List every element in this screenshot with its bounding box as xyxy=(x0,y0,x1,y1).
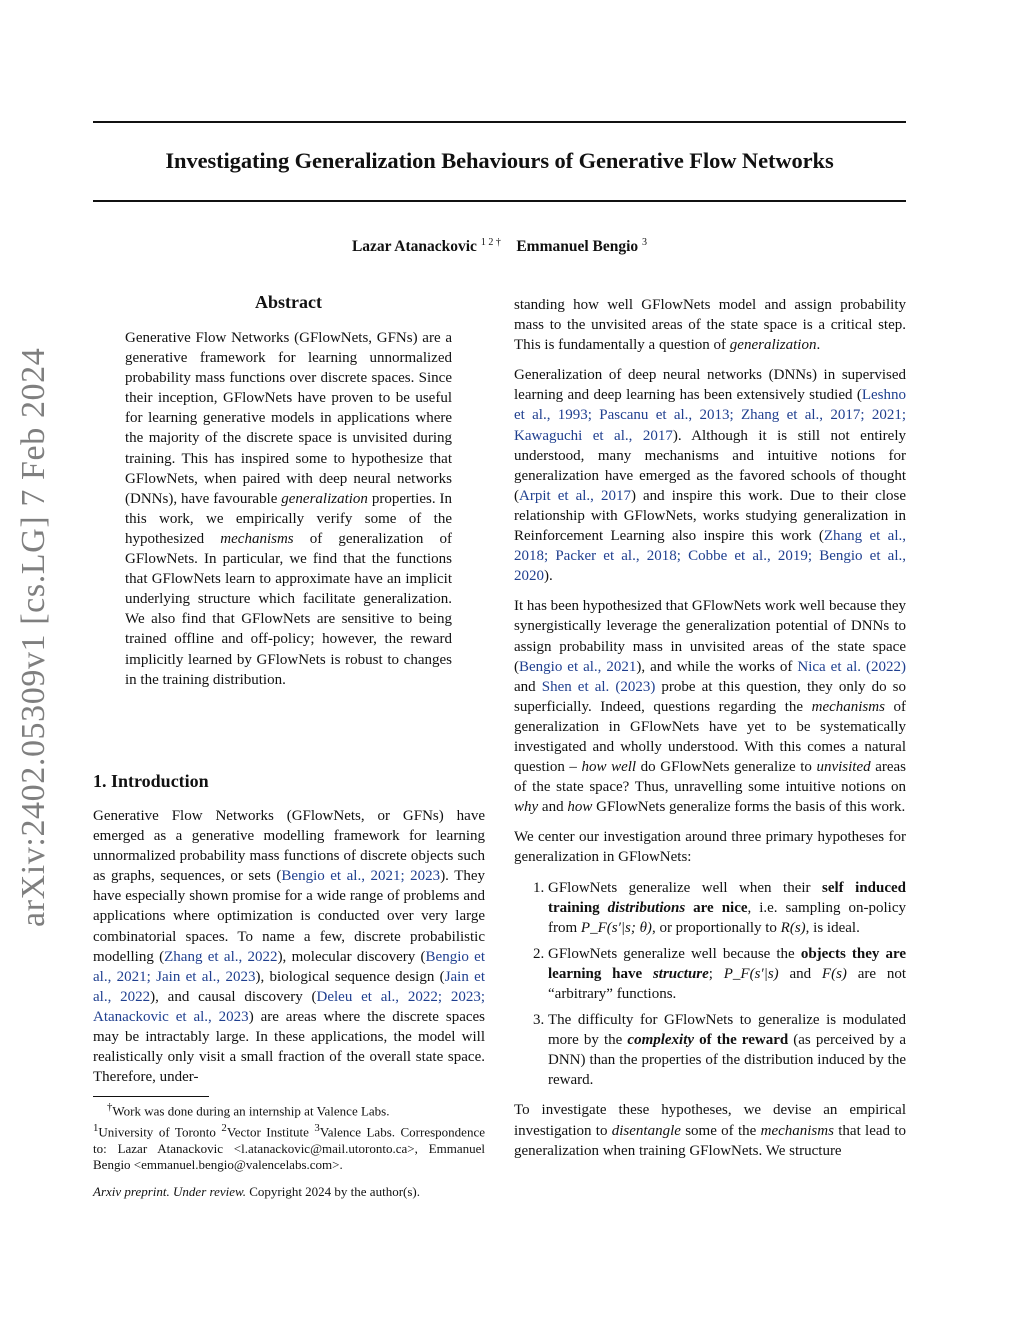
citation-link[interactable]: Zhang et al., 2018; Packer et al., 2018; Cobbe et al., 2019; Bengio et al., 2020 xyxy=(514,528,906,585)
arxiv-stamp: arXiv:2402.05309v1 [cs.LG] 7 Feb 2024 xyxy=(15,347,52,927)
footnote-rule xyxy=(93,1096,209,1097)
right-column-body xyxy=(514,295,906,1171)
citation-link[interactable]: Zhang et al., 2022 xyxy=(164,948,278,965)
paragraph: It has been hypothesized that GFlowNets work well because they synergistically leverage the generalization potential of DNNs to assign probability mass in unvisited areas of the state space (Bengio et al., 2021), and while the works of Nica et al. (2022) and Shen et al. (2023) probe at this question, they only do so superficially. Indeed, questions regarding the mechanisms of generalization in GFlowNets have yet to be systematically investigated and wholly understood. With this comes a natural question – how well do GFlowNets generalize to unvisited areas of the state space? Thus, unravelling some intuitive notions on why and how GFlowNets generalize forms the basis of this work. xyxy=(514,598,906,816)
preprint-notice: Arxiv preprint. Under review. Copyright 2024 by the author(s). xyxy=(93,1184,420,1199)
citation-link[interactable]: Shen et al. (2023) xyxy=(541,678,656,695)
citation-link[interactable]: Bengio et al., 2021 xyxy=(519,658,637,675)
paragraph: We center our investigation around three primary hypotheses for generalization in GFlowNets: xyxy=(514,829,906,866)
citation-link[interactable]: Jain et al., 2022 xyxy=(93,968,486,1005)
section-heading-introduction: 1. Introduction xyxy=(93,771,209,791)
citation-link[interactable]: Arpit et al., 2017 xyxy=(519,487,631,504)
hypothesis-list xyxy=(514,878,906,1091)
title-bottom-rule xyxy=(93,200,906,202)
paragraph: Generalization of deep neural networks (DNNs) in supervised learning and deep learning has been extensively studied (Leshno et al., 1993; Pascanu et al., 2013; Zhang et al., 2017; 2021; Kawaguchi et al., 2017). Although it is still not entirely understood, many mechanisms and intuitive notions for generalization have emerged as the favored schools of thought (Arpit et al., 2017) and inspire this work. Due to their close relationship with GFlowNets, works studying generalization in Reinforcement Learning also inspire this work (Zhang et al., 2018; Packer et al., 2018; Cobbe et al., 2019; Bengio et al., 2020). xyxy=(514,367,906,585)
list-item: 1. GFlowNets generalize well when their self induced training distributions are nice, i.e. sampling on-policy from P_F(s′|s; θ), or proportionally to R(s), is ideal. xyxy=(548,878,906,938)
top-rule xyxy=(93,121,906,123)
list-item: 2. GFlowNets generalize well because the objects they are learning have structure; P_F(s′|s) and F(s) are not “arbitrary” functions. xyxy=(548,944,906,1004)
abstract-heading: Abstract xyxy=(255,292,322,312)
paper-title: Investigating Generalization Behaviours of Generative Flow Networks xyxy=(165,148,834,173)
paragraph: To investigate these hypotheses, we devise an empirical investigation to disentangle some of the mechanisms that lead to generalization when training GFlowNets. We structure xyxy=(514,1102,906,1159)
citation-link[interactable]: Bengio et al., 2021; Jain et al., 2023 xyxy=(93,948,485,985)
citation-link[interactable]: Bengio et al., 2021; 2023 xyxy=(281,868,441,885)
list-item: 3. The difficulty for GFlowNets to generalize is modulated more by the complexity of the reward (as perceived by a DNN) than the properties of the distribution induced by the reward. xyxy=(548,1010,906,1090)
citation-link[interactable]: Deleu et al., 2022; 2023; Atanackovic et al., 2023 xyxy=(93,988,485,1025)
author-list xyxy=(93,237,906,256)
introduction-body: Generative Flow Networks (GFlowNets, or GFNs) have emerged as a generative modelling framework for learning unnormalized probability mass functions of discrete objects such as graphs, sequences, or sets (Bengio et al., 2021; 2023). They have especially shown promise for a wide range of problems and applications where optimization is conducted over very large combinatorial spaces. To name a few, discrete probabilistic modelling (Zhang et al., 2022), molecular discovery (Bengio et al., 2021; Jain et al., 2023), biological sequence design (Jain et al., 2022), and causal discovery (Deleu et al., 2022; 2023; Atanackovic et al., 2023) are areas where the discrete spaces may be intractably large. In these applications, the model will realistically only visit a small fraction of the overall state space. Therefore, under- xyxy=(93,808,486,1086)
author-name: Emmanuel Bengio xyxy=(516,238,639,256)
abstract-body: Generative Flow Networks (GFlowNets, GFNs) are a generative framework for learning unnormalized probability mass functions over discrete spaces. Since their inception, GFlowNets have proven to be useful for learning generative models in applications where the majority of the discrete space is unvisited during training. This has inspired some to hypothesize that GFlowNets, when paired with deep neural networks (DNNs), have favourable generalization properties. In this work, we empirically verify some of the hypothesized mechanisms of generalization of GFlowNets. In particular, we find that the functions that GFlowNets learn to approximate have an implicit underlying structure which facilitate generalization. We also find that GFlowNets are sensitive to being trained offline and off-policy; however, the reward implicitly learned by GFlowNets is robust to changes in the training distribution. xyxy=(125,330,452,688)
author-affiliation: 3 xyxy=(642,237,648,248)
citation-link[interactable]: Leshno et al., 1993; Pascanu et al., 2013; Zhang et al., 2017; 2021; Kawaguchi et al., 2017 xyxy=(514,387,906,444)
citation-link[interactable]: Nica et al. (2022) xyxy=(797,658,906,675)
footnote: †Work was done during an internship at Valence Labs. $^1$University of Toronto $^2$Vector Institute $^3$Valence Labs. Correspondence to: Lazar Atanackovic <l.atanackovic@mail.utoronto.ca>, Emmanuel Bengio <emmanuel.bengio@valencelabs.com>. xyxy=(93,1101,485,1173)
author-name: Lazar Atanackovic xyxy=(351,238,477,256)
paragraph: standing how well GFlowNets model and assign probability mass to the unvisited areas of the state space is a critical step. This is fundamentally a question of generalization. xyxy=(514,297,906,354)
author-affiliation: 1 2 † xyxy=(480,237,501,248)
